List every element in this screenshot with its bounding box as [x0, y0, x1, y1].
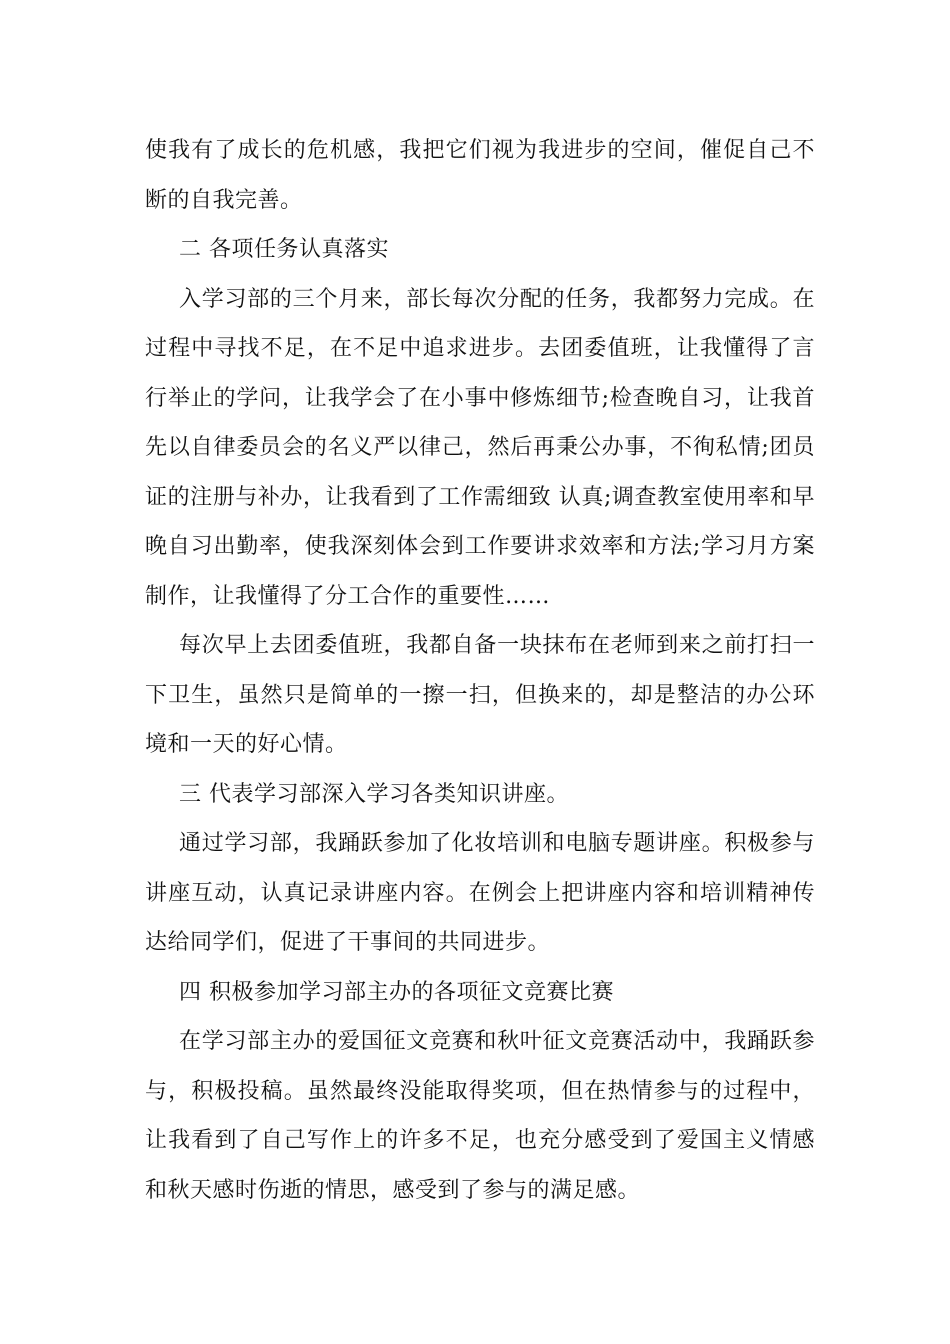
paragraph-continued: 使我有了成长的危机感，我把它们视为我进步的空间，催促自己不断的自我完善。 — [145, 138, 815, 213]
document-body — [145, 126, 815, 1215]
paragraph-lectures: 通过学习部，我踊跃参加了化妆培训和电脑专题讲座。积极参与讲座互动，认真记录讲座内容。在例会上把讲座内容和培训精神传达给同学们，促进了干事间的共同进步。 — [145, 831, 815, 955]
section-heading-2: 二 各项任务认真落实 — [179, 237, 389, 262]
paragraph-essay: 在学习部主办的爱国征文竞赛和秋叶征文竞赛活动中，我踊跃参与，积极投稿。虽然最终没能取得奖项，但在热情参与的过程中，让我看到了自己写作上的许多不足，也充分感受到了爱国主义情感和秋天感时伤逝的情思，感受到了参与的满足感。 — [145, 1029, 815, 1203]
section-heading-4: 四 积极参加学习部主办的各项征文竞赛比赛 — [179, 979, 614, 1005]
section-heading-3: 三 代表学习部深入学习各类知识讲座。 — [179, 781, 569, 807]
paragraph-duty: 每次早上去团委值班，我都自备一块抹布在老师到来之前打扫一下卫生，虽然只是简单的一擦一扫，但换来的，却是整洁的办公环境和一天的好心情。 — [145, 633, 815, 757]
paragraph-tasks: 入学习部的三个月来，部长每次分配的任务，我都努力完成。在过程中寻找不足，在不足中追求进步。去团委值班，让我懂得了言行举止的学问，让我学会了在小事中修炼细节;检查晚自习，让我首先以自律委员会的名义严以律己，然后再秉公办事，不徇私情;团员证的注册与补办，让我看到了工作需细致 认真;调查教室使用率和早晚自习出勤率，使我深刻体会到工作要讲求效率和方法;学习月方案制作，让我懂得了分工合作的重要性…… — [145, 286, 815, 609]
